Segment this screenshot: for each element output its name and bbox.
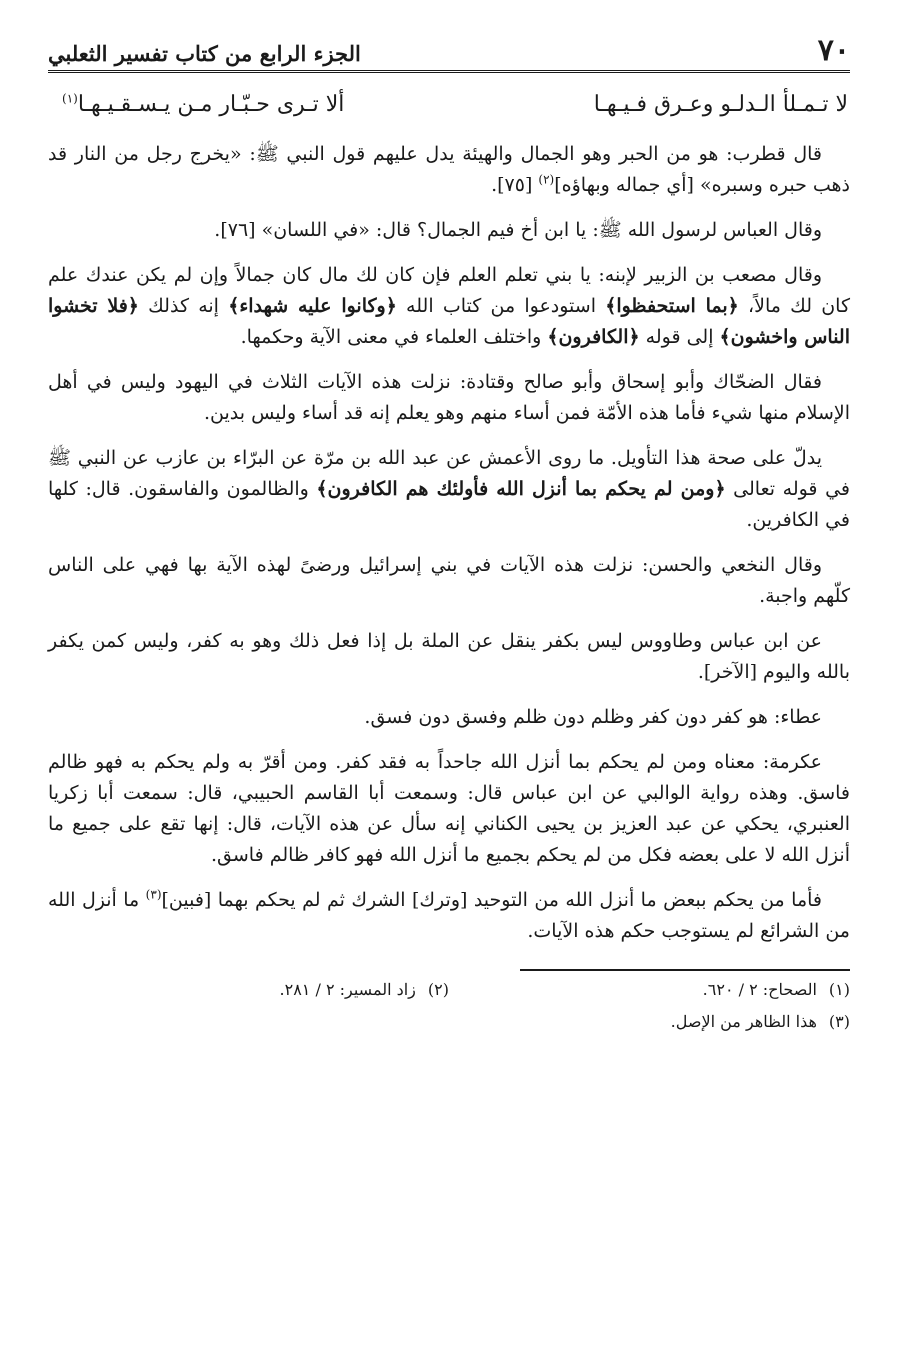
paragraph-text: وقال مصعب بن الزبير لإبنه: يا بني تعلم العلم فإن كان لك مال كان جمالاً وإن لم يكن عندك علم كان لك مالاً، bbox=[48, 264, 850, 317]
footnote-marker-2: (٢) bbox=[538, 172, 555, 187]
footnote-marker-1: (١) bbox=[62, 91, 78, 106]
paragraph-text: فأما من يحكم ببعض ما أنزل الله من التوحيد [وترك] الشرك ثم لم يحكم بهما [فبين] bbox=[161, 889, 823, 911]
page-number: ٧٠ bbox=[817, 33, 850, 68]
paragraph-text: يدلّ على صحة هذا التأويل. ما روى الأعمش عن عبد الله بن مرّة عن البرّاء بن عازب عن النبي ﷺ في قوله تعالى bbox=[48, 447, 851, 500]
footnote-row bbox=[48, 1009, 850, 1035]
paragraph-text: استودعوا من كتاب الله bbox=[396, 295, 606, 317]
footnote-text: زاد المسير: ٢ / ٢٨١. bbox=[279, 980, 416, 999]
running-title: الجزء الرابع من كتاب تفسير الثعلبي bbox=[48, 40, 361, 66]
paragraph-text: إنه كذلك bbox=[138, 295, 229, 317]
paragraph-text: واختلف العلماء في معنى الآية وحكمها. bbox=[240, 326, 548, 348]
paragraph-text: ما أنزل الله من الشرائع لم يستوجب حكم هذه الآيات. bbox=[48, 889, 850, 942]
footnote-1 bbox=[449, 977, 850, 1003]
footnote-marker-3: (٣) bbox=[145, 887, 162, 902]
footnote-text: الصحاح: ٢ / ٦٢٠. bbox=[702, 980, 817, 999]
reference-number: [٧٥]. bbox=[491, 174, 539, 196]
paragraph-ata: عطاء: هو كفر دون كفر وظلم دون ظلم وفسق دون فسق. bbox=[364, 706, 822, 728]
footnote-number: (٢) bbox=[427, 980, 449, 999]
paragraph-nakhai: وقال النخعي والحسن: نزلت هذه الآيات في بني إسرائيل ورضىً لهذه الآية بها فهي على الناس كلّهم واجبة. bbox=[48, 554, 850, 607]
footnote-number: (١) bbox=[828, 980, 850, 999]
quran-quote: ﴿وكانوا عليه شهداء﴾ bbox=[228, 295, 397, 317]
verse-first-hemistich: لا تـمـلأ الـدلـو وعـرق فـيـهـا bbox=[593, 92, 848, 117]
paragraph-qutrub bbox=[48, 139, 850, 201]
paragraph-interpretation bbox=[48, 443, 850, 536]
paragraph-text: إلى قوله bbox=[639, 326, 720, 348]
paragraph-musab bbox=[48, 260, 850, 353]
poetry-verse bbox=[48, 85, 850, 125]
quran-quote: ﴿الكافرون﴾ bbox=[547, 326, 640, 348]
paragraph-conclusion bbox=[48, 885, 850, 947]
page-header bbox=[48, 28, 850, 73]
footnote-number: (٣) bbox=[828, 1012, 850, 1031]
verse-second-hemistich bbox=[62, 85, 344, 125]
paragraph-ikrima: عكرمة: معناه ومن لم يحكم بما أنزل الله جاحداً به فقد كفر. ومن أقرّ به ولم يحكم به فهو ظالم فاسق. وهذه رواية الوالبي عن ابن عباس قال: وسمعت أبا القاسم الحبيبي، قال: سمعت أبا زكريا العنبري، يحكي عن عبد العزيز بن يحيى الكناني إنه سأل عن هذه الآيات، قال: إنها تقع على جميع ما أنزل الله لا على بعضه فكل من لم يحكم بجميع ما أنزل الله فهو كافر ظالم فاسق. bbox=[48, 751, 850, 866]
paragraph-dahhak: فقال الضحّاك وأبو إسحاق وأبو صالح وقتادة: نزلت هذه الآيات الثلاث في اليهود وليس في أهل الإسلام منها شيء فأما هذه الأمّة فمن أساء منهم وهو يعلم إنه قد أساء وليس بدين. bbox=[48, 371, 850, 424]
quran-quote: ﴿ومن لم يحكم بما أنزل الله فأولئك هم الكافرون﴾ bbox=[316, 478, 726, 500]
quran-quote: ﴿فلا تخشوا الناس واخشون﴾ bbox=[48, 295, 850, 348]
footnote-text: هذا الظاهر من الإصل. bbox=[670, 1012, 817, 1031]
paragraph-abbas: وقال العباس لرسول الله ﷺ: يا ابن أخ فيم الجمال؟ قال: «في اللسان» [٧٦]. bbox=[214, 219, 822, 241]
footnote-divider bbox=[520, 969, 850, 971]
footnote-3 bbox=[430, 1009, 850, 1035]
footnote-row bbox=[48, 977, 850, 1003]
paragraph-ibn-abbas: عن ابن عباس وطاووس ليس بكفر ينقل عن الملة بل إذا فعل ذلك وهو به كفر، وليس كمن يكفر بالله واليوم [الآخر]. bbox=[48, 630, 850, 683]
footnote-2 bbox=[48, 977, 449, 1003]
paragraph-text: والظالمون والفاسقون. قال: كلها في الكافرين. bbox=[48, 478, 850, 531]
paragraph-text: قال قطرب: هو من الحبر وهو الجمال والهيئة يدل عليهم قول النبي ﷺ: «يخرج رجل من النار قد ذهب حبره وسبره» [أي جماله وبهاؤه] bbox=[48, 143, 850, 196]
verse-second-hemistich-text: ألا تـرى حـبّـار مـن يـسـقـيـهـا bbox=[77, 92, 345, 117]
quran-quote: ﴿بما استحفظوا﴾ bbox=[605, 295, 739, 317]
